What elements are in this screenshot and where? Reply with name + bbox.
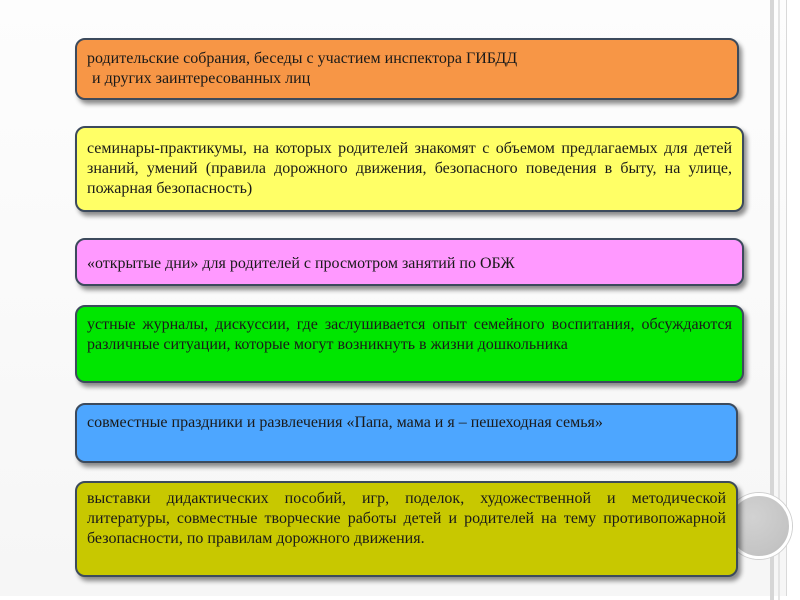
item-text: устные журналы, дискуссии, где заслушивается опыт семейного воспитания, обсуждаются различные ситуации, которые могут возникнуть в жизни дошкольника: [87, 316, 732, 353]
item-text: «открытые дни» для родителей с просмотром занятий по ОБЖ: [87, 255, 515, 272]
item-text-line: родительские собрания, беседы с участием инспектора ГИБДД: [87, 50, 518, 67]
item-seminars: [75, 126, 744, 212]
item-text-line: и других заинтересованных лиц: [92, 70, 311, 87]
item-parent-meetings: [75, 38, 739, 100]
item-oral-journals: [75, 305, 744, 383]
item-open-days: [75, 238, 744, 286]
item-joint-holidays: [75, 403, 738, 463]
item-exhibitions: [75, 481, 738, 577]
item-text: выставки дидактических пособий, игр, поделок, художественной и методической литературы, совместные творческие работы детей и родителей на тему противопожарной безопасности, по правилам дорожного движения.: [87, 490, 726, 547]
item-text: семинары-практикумы, на которых родителей знакомят с объемом предлагаемых для детей знаний, умений (правила дорожного движения, безопасного поведения в быту, на улице, пожарная безопасность): [87, 140, 732, 197]
item-text: совместные праздники и развлечения «Папа, мама и я – пешеходная семья»: [87, 414, 603, 431]
